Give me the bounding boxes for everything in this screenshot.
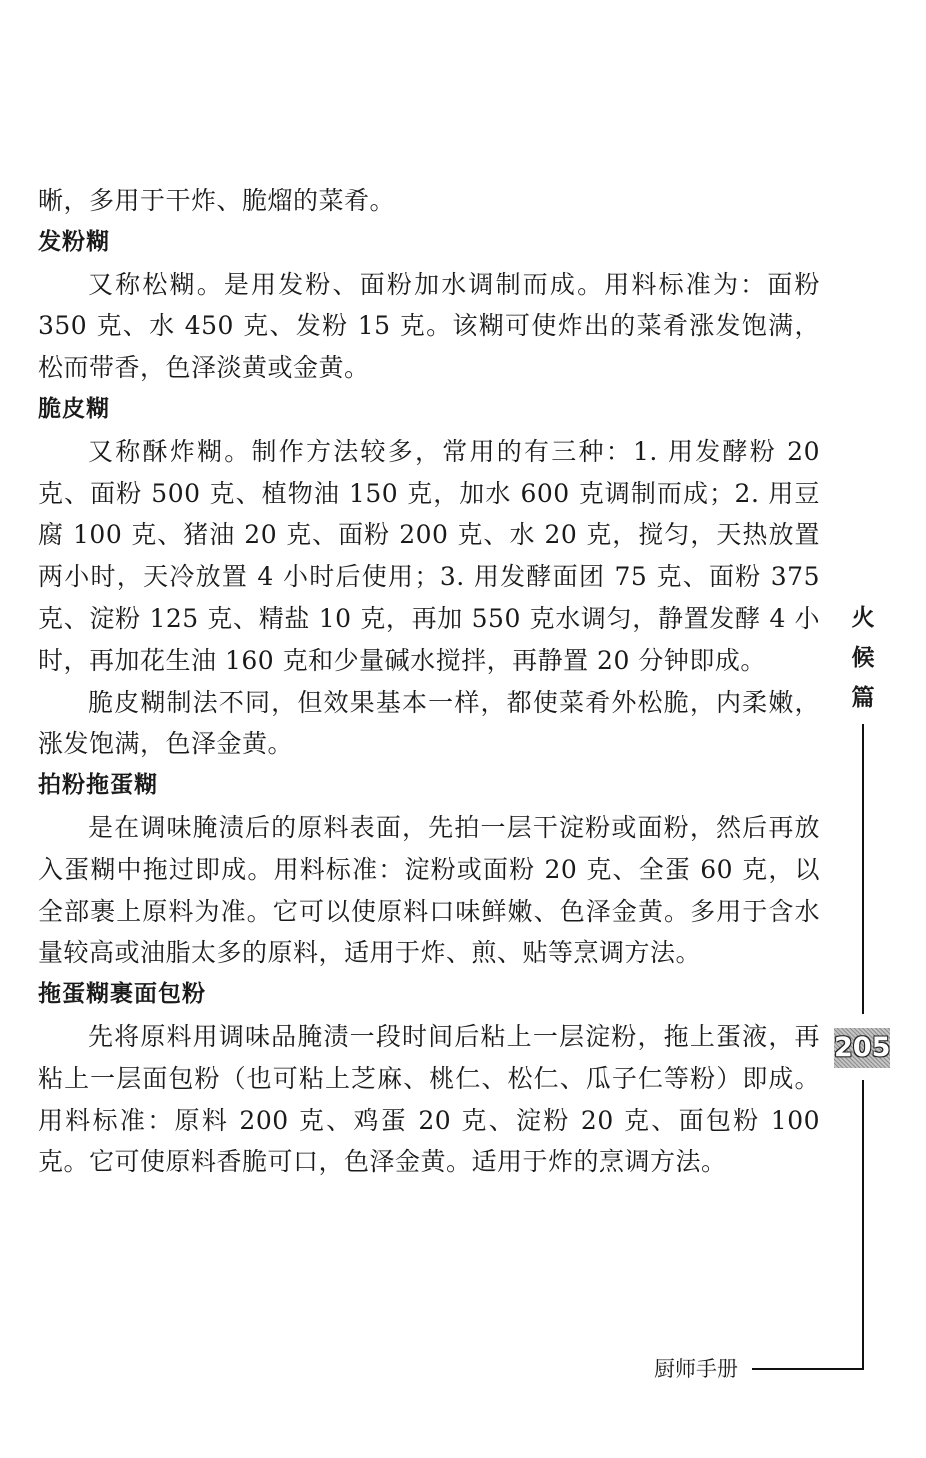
paragraph: 又称松糊。是用发粉、面粉加水调制而成。用料标准为：面粉 350 克、水 450 克、发粉 15 克。该糊可使炸出的菜肴涨发饱满，松而带香，色泽淡黄或金黄。 bbox=[38, 269, 820, 383]
section-label-vertical bbox=[848, 598, 878, 718]
paragraph: 是在调味腌渍后的原料表面，先拍一层干淀粉或面粉，然后再放入蛋糊中拖过即成。用料标准：淀粉或面粉 20 克、全蛋 60 克，以全部裹上原料为准。它可以使原料口味鲜嫩、色泽金黄。多用于含水量较高或油脂太多的原料，适用于炸、煎、贴等烹调方法。 bbox=[38, 812, 820, 968]
section-heading: 发粉糊 bbox=[38, 228, 110, 255]
section-label-char: 篇 bbox=[851, 685, 875, 711]
paragraph: 晰，多用于干炸、脆熘的菜肴。 bbox=[38, 186, 396, 215]
paragraph: 先将原料用调味品腌渍一段时间后粘上一层淀粉，拖上蛋液，再粘上一层面包粉（也可粘上芝麻、桃仁、松仁、瓜子仁等粉）即成。用料标准：原料 200 克、鸡蛋 20 克、淀粉 20 克、面包粉 100 克。它可使原料香脆可口，色泽金黄。适用于炸的烹调方法。 bbox=[38, 1021, 820, 1177]
paragraph: 脆皮糊制法不同，但效果基本一样，都使菜肴外松脆，内柔嫩，涨发饱满，色泽金黄。 bbox=[38, 687, 820, 759]
section-heading: 脆皮糊 bbox=[38, 395, 110, 422]
section-label-char: 火 bbox=[851, 605, 875, 631]
body-text bbox=[38, 180, 820, 1183]
paragraph: 又称酥炸糊。制作方法较多，常用的有三种：1. 用发酵粉 20 克、面粉 500 克、植物油 150 克，加水 600 克调制而成；2. 用豆腐 100 克、猪油 20 克、面粉 200 克、水 20 克，搅匀，天热放置两小时，天冷放置 4 小时后使用；3. 用发酵面团 75 克、面粉 375 克、淀粉 125 克、精盐 10 克，再加 550 克水调匀，静置发酵 4 小时，再加花生油 160 克和少量碱水搅拌，再静置 20 分钟即成。 bbox=[38, 436, 820, 675]
section-label-char: 候 bbox=[851, 645, 875, 671]
side-rule-lower bbox=[862, 1080, 864, 1370]
footer-rule bbox=[752, 1368, 864, 1370]
side-rule-upper bbox=[862, 724, 864, 1014]
section-heading: 拍粉拖蛋糊 bbox=[38, 772, 158, 799]
section-heading: 拖蛋糊裹面包粉 bbox=[38, 981, 206, 1008]
page-number: 205 bbox=[834, 1028, 890, 1068]
footer-book-title: 厨师手册 bbox=[654, 1357, 738, 1381]
